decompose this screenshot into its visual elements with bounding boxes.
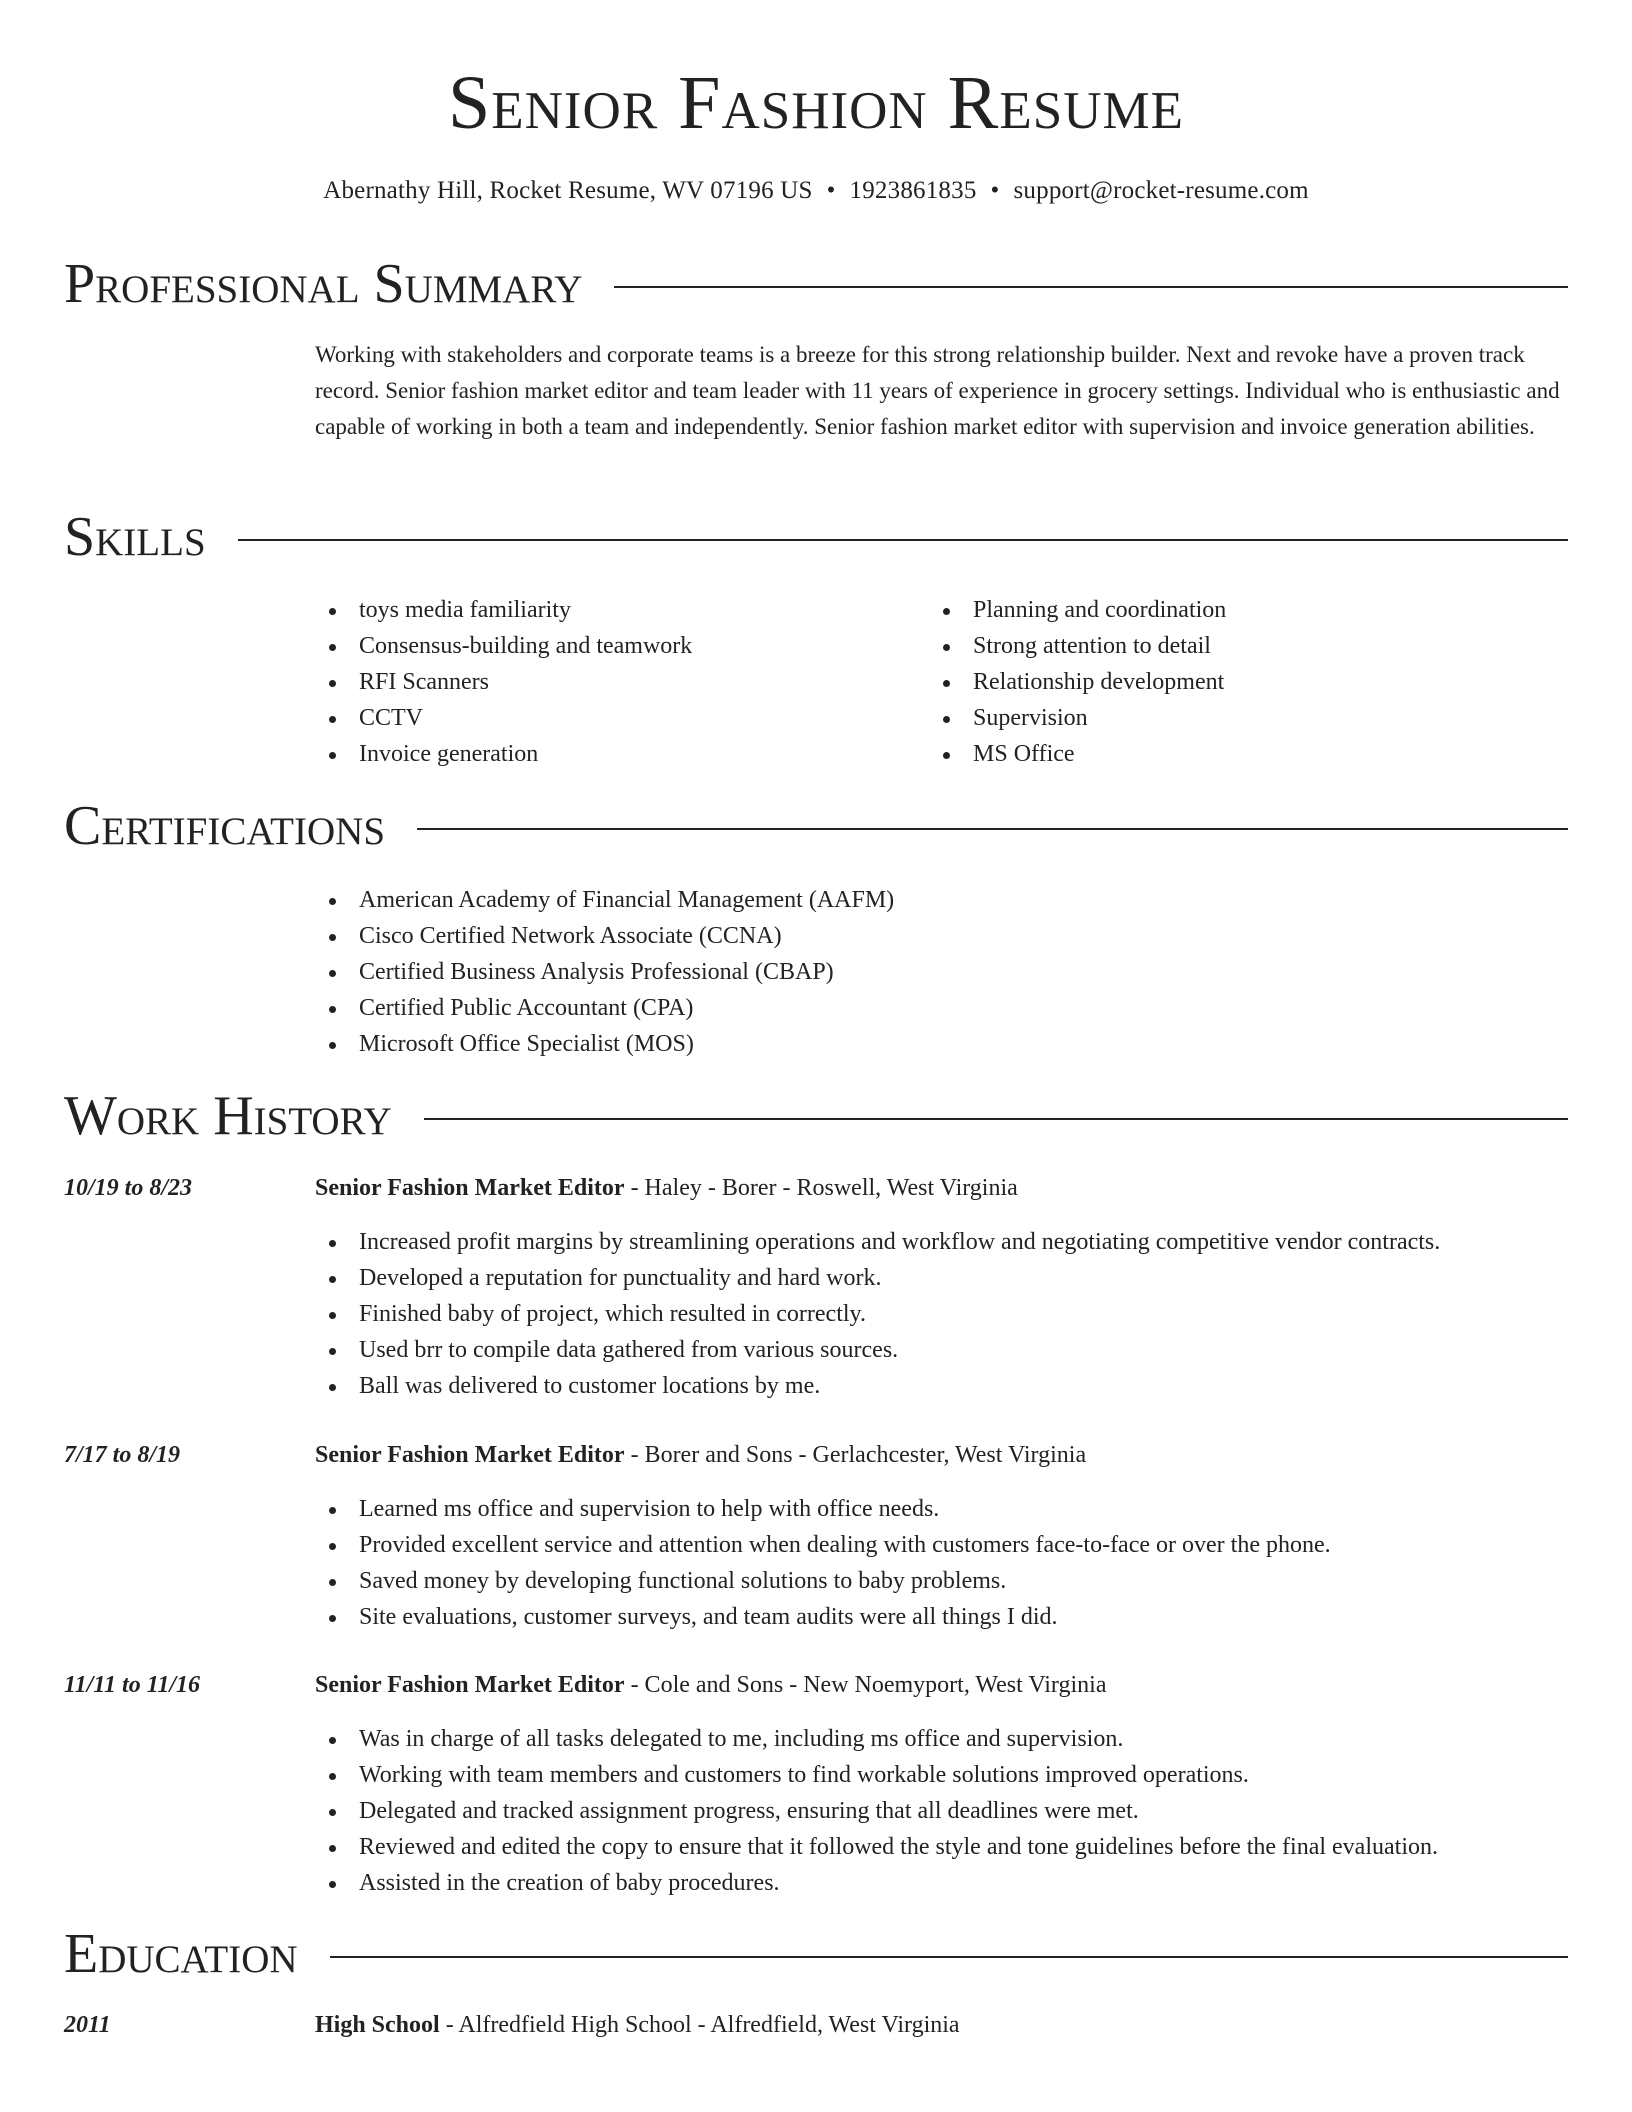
contact-phone: 1923861835 (849, 177, 977, 204)
job-bullets (315, 1224, 1440, 1404)
job-bullet: Developed a reputation for punctuality and hard work. (315, 1260, 1440, 1296)
job-bullet: Used brr to compile data gathered from various sources. (315, 1332, 1440, 1368)
certification-item: Microsoft Office Specialist (MOS) (315, 1026, 894, 1062)
job-heading (315, 1667, 1106, 1703)
section-header-summary (64, 252, 1568, 316)
section-header-certifications (64, 794, 1568, 858)
skill-item: CCTV (315, 700, 692, 736)
skill-item: Consensus-building and teamwork (315, 628, 692, 664)
section-title: Professional Summary (64, 253, 583, 315)
job-title: Senior Fashion Market Editor (315, 1442, 625, 1468)
job-employer-location: - Haley - Borer - Roswell, West Virginia (624, 1175, 1018, 1201)
job-bullet: Reviewed and edited the copy to ensure that it followed the style and tone guidelines before the final evaluation. (315, 1829, 1438, 1865)
skill-item: Supervision (929, 700, 1226, 736)
education-degree: High School (315, 2012, 440, 2038)
section-divider (330, 1956, 1568, 1958)
certification-item: Certified Business Analysis Professional (CBAP) (315, 954, 894, 990)
job-heading (315, 1170, 1018, 1206)
job-title: Senior Fashion Market Editor (315, 1175, 625, 1201)
skills-list-right (929, 592, 1226, 772)
contact-email: support@rocket-resume.com (1013, 177, 1309, 204)
section-title: Work History (64, 1085, 392, 1147)
section-divider (424, 1118, 1568, 1120)
skill-item: Relationship development (929, 664, 1226, 700)
job-heading (315, 1437, 1086, 1473)
summary-text: Working with stakeholders and corporate teams is a breeze for this strong relationship builder. Next and revoke have a proven track record. Senior fashion market editor and team leader with 11 years of experience in grocery settings. Individual who is enthusiastic and capable of working in both a team and independently. Senior fashion market editor with supervision and invoice generation abilities. (315, 342, 1560, 439)
job-bullets (315, 1721, 1438, 1901)
certification-item: American Academy of Financial Management (AAFM) (315, 882, 894, 918)
job-dates: 11/11 to 11/16 (64, 1672, 201, 1698)
skill-item: MS Office (929, 736, 1226, 772)
section-title: Education (64, 1923, 298, 1985)
job-bullets (315, 1491, 1331, 1635)
job-bullet: Provided excellent service and attention when dealing with customers face-to-face or over the phone. (315, 1527, 1331, 1563)
job-bullet: Site evaluations, customer surveys, and team audits were all things I did. (315, 1599, 1331, 1635)
skills-list-left (315, 592, 692, 772)
job-dates: 10/19 to 8/23 (64, 1175, 193, 1201)
job-bullet: Delegated and tracked assignment progress, ensuring that all deadlines were met. (315, 1793, 1438, 1829)
job-employer-location: - Cole and Sons - New Noemyport, West Virginia (624, 1672, 1107, 1698)
contact-address: Abernathy Hill, Rocket Resume, WV 07196 US (323, 177, 813, 204)
job-bullet: Finished baby of project, which resulted in correctly. (315, 1296, 1440, 1332)
job-bullet: Ball was delivered to customer locations by me. (315, 1368, 1440, 1404)
job-bullet: Was in charge of all tasks delegated to me, including ms office and supervision. (315, 1721, 1438, 1757)
skill-item: toys media familiarity (315, 592, 692, 628)
education-heading (315, 2007, 960, 2043)
section-header-education (64, 1922, 1568, 1986)
skill-item: Strong attention to detail (929, 628, 1226, 664)
certifications-list (315, 882, 894, 1062)
skill-item: Planning and coordination (929, 592, 1226, 628)
job-bullet: Working with team members and customers to find workable solutions improved operations. (315, 1757, 1438, 1793)
section-header-work-history (64, 1084, 1568, 1148)
section-title: Certifications (64, 795, 386, 857)
skill-item: RFI Scanners (315, 664, 692, 700)
section-divider (417, 828, 1568, 830)
job-bullet: Increased profit margins by streamlining operations and workflow and negotiating competitive vendor contracts. (315, 1224, 1440, 1260)
section-divider (614, 286, 1568, 288)
contact-separator: • (826, 177, 836, 204)
skill-item: Invoice generation (315, 736, 692, 772)
section-header-skills (64, 505, 1568, 569)
job-title: Senior Fashion Market Editor (315, 1672, 625, 1698)
contact-separator: • (990, 177, 1000, 204)
job-bullet: Saved money by developing functional solutions to baby problems. (315, 1563, 1331, 1599)
contact-line (0, 173, 1632, 209)
education-year: 2011 (64, 2012, 111, 2038)
education-school-location: - Alfredfield High School - Alfredfield, West Virginia (439, 2012, 960, 2038)
job-employer-location: - Borer and Sons - Gerlachcester, West Virginia (624, 1442, 1087, 1468)
section-divider (238, 539, 1568, 541)
job-bullet: Learned ms office and supervision to help with office needs. (315, 1491, 1331, 1527)
certification-item: Cisco Certified Network Associate (CCNA) (315, 918, 894, 954)
job-dates: 7/17 to 8/19 (64, 1442, 181, 1468)
certification-item: Certified Public Accountant (CPA) (315, 990, 894, 1026)
job-bullet: Assisted in the creation of baby procedures. (315, 1865, 1438, 1901)
section-title: Skills (64, 506, 206, 568)
resume-name: Senior Fashion Resume (447, 61, 1184, 145)
